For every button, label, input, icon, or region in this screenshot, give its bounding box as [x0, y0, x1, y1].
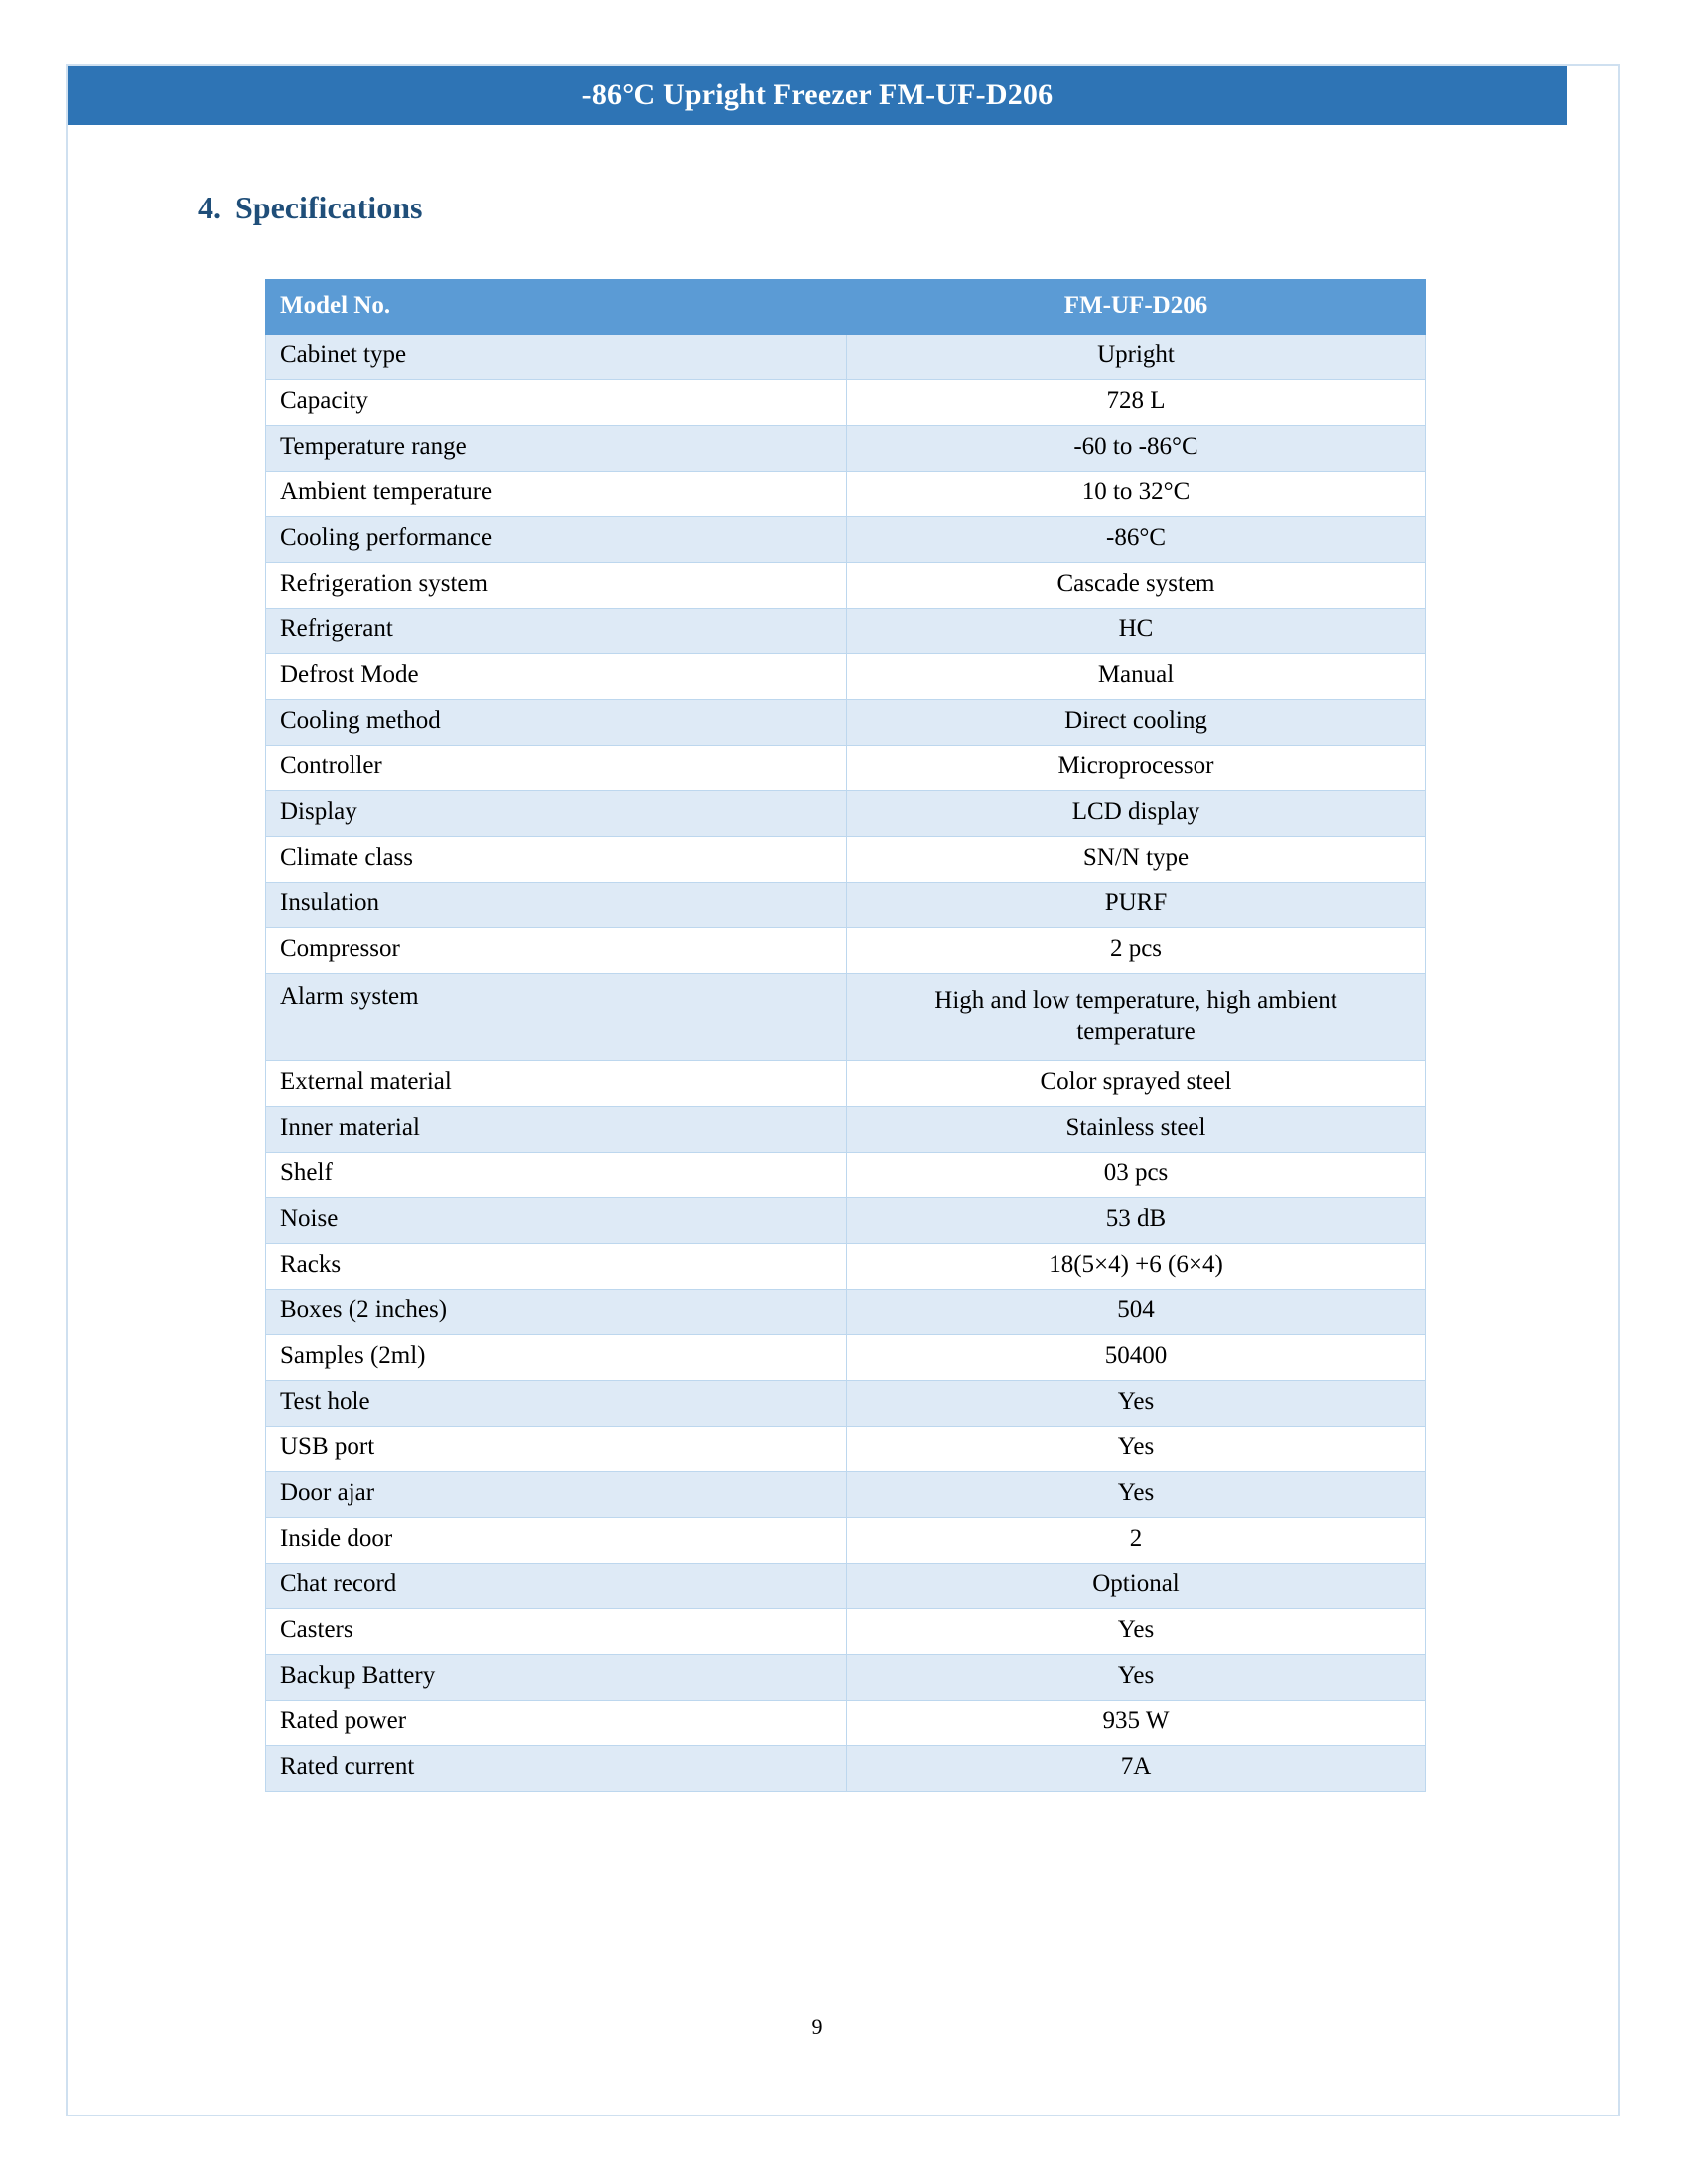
- table-row: [266, 837, 1426, 883]
- spec-label: Shelf: [266, 1153, 847, 1198]
- specifications-table: [265, 279, 1426, 1792]
- table-header-label: Model No.: [266, 280, 847, 335]
- table-row: [266, 335, 1426, 380]
- spec-label: Climate class: [266, 837, 847, 883]
- table-row: [266, 380, 1426, 426]
- section-heading: [198, 190, 422, 226]
- spec-value: 2 pcs: [847, 928, 1426, 974]
- spec-value: 10 to 32°C: [847, 472, 1426, 517]
- table-row: [266, 1061, 1426, 1107]
- section-title: Specifications: [235, 190, 423, 225]
- spec-label: Ambient temperature: [266, 472, 847, 517]
- spec-label: Test hole: [266, 1381, 847, 1427]
- spec-value: 728 L: [847, 380, 1426, 426]
- spec-value: LCD display: [847, 791, 1426, 837]
- spec-label: Door ajar: [266, 1472, 847, 1518]
- spec-label: Boxes (2 inches): [266, 1290, 847, 1335]
- spec-label: Noise: [266, 1198, 847, 1244]
- table-head: [266, 280, 1426, 335]
- table-row: [266, 791, 1426, 837]
- table-row: [266, 700, 1426, 746]
- table-row: [266, 426, 1426, 472]
- spec-value: Cascade system: [847, 563, 1426, 609]
- spec-label: Display: [266, 791, 847, 837]
- spec-value: Stainless steel: [847, 1107, 1426, 1153]
- spec-value: 03 pcs: [847, 1153, 1426, 1198]
- spec-label: Racks: [266, 1244, 847, 1290]
- table-row: [266, 1701, 1426, 1746]
- spec-label: Capacity: [266, 380, 847, 426]
- table-row: [266, 1153, 1426, 1198]
- table-row: [266, 1244, 1426, 1290]
- spec-label: Refrigerant: [266, 609, 847, 654]
- spec-value: 504: [847, 1290, 1426, 1335]
- table-row: [266, 1107, 1426, 1153]
- table-row: [266, 883, 1426, 928]
- page-frame: [66, 64, 1620, 2116]
- table-body: [266, 335, 1426, 1792]
- spec-value: Upright: [847, 335, 1426, 380]
- table-row: [266, 1427, 1426, 1472]
- spec-label: Chat record: [266, 1564, 847, 1609]
- spec-value: Color sprayed steel: [847, 1061, 1426, 1107]
- table-header-row: [266, 280, 1426, 335]
- spec-label: Backup Battery: [266, 1655, 847, 1701]
- table-row: [266, 1518, 1426, 1564]
- spec-value: 935 W: [847, 1701, 1426, 1746]
- spec-label: Samples (2ml): [266, 1335, 847, 1381]
- table-row: [266, 517, 1426, 563]
- spec-value: 53 dB: [847, 1198, 1426, 1244]
- table-row: [266, 1198, 1426, 1244]
- spec-label: Rated current: [266, 1746, 847, 1792]
- spec-label: Refrigeration system: [266, 563, 847, 609]
- spec-value: SN/N type: [847, 837, 1426, 883]
- spec-value: Yes: [847, 1472, 1426, 1518]
- spec-label: Inner material: [266, 1107, 847, 1153]
- spec-value: PURF: [847, 883, 1426, 928]
- table-row: [266, 1564, 1426, 1609]
- spec-value: 7A: [847, 1746, 1426, 1792]
- spec-value: Optional: [847, 1564, 1426, 1609]
- table-row: [266, 928, 1426, 974]
- spec-label: USB port: [266, 1427, 847, 1472]
- spec-value: Microprocessor: [847, 746, 1426, 791]
- table-row: [266, 1290, 1426, 1335]
- table-row: [266, 654, 1426, 700]
- spec-value: HC: [847, 609, 1426, 654]
- table-row: [266, 1655, 1426, 1701]
- spec-label: Cabinet type: [266, 335, 847, 380]
- spec-label: Cooling method: [266, 700, 847, 746]
- document-banner: [68, 66, 1567, 125]
- table-header-value: FM-UF-D206: [847, 280, 1426, 335]
- table-row: [266, 1746, 1426, 1792]
- spec-value: Yes: [847, 1655, 1426, 1701]
- spec-label: External material: [266, 1061, 847, 1107]
- spec-value: 18(5×4) +6 (6×4): [847, 1244, 1426, 1290]
- specifications-table-container: [265, 279, 1425, 1792]
- spec-label: Inside door: [266, 1518, 847, 1564]
- table-row: [266, 1381, 1426, 1427]
- spec-label: Rated power: [266, 1701, 847, 1746]
- table-row: [266, 472, 1426, 517]
- spec-value: Yes: [847, 1427, 1426, 1472]
- spec-label: Temperature range: [266, 426, 847, 472]
- spec-value: -60 to -86°C: [847, 426, 1426, 472]
- spec-label: Casters: [266, 1609, 847, 1655]
- spec-value: -86°C: [847, 517, 1426, 563]
- spec-value: 50400: [847, 1335, 1426, 1381]
- spec-value: Yes: [847, 1381, 1426, 1427]
- banner-title: -86°C Upright Freezer FM-UF-D206: [581, 78, 1054, 111]
- spec-value: 2: [847, 1518, 1426, 1564]
- table-row: [266, 1472, 1426, 1518]
- section-number: 4.: [198, 190, 221, 225]
- spec-label: Compressor: [266, 928, 847, 974]
- table-row: [266, 609, 1426, 654]
- spec-label: Insulation: [266, 883, 847, 928]
- page-number: 9: [811, 2014, 823, 2039]
- table-row: [266, 563, 1426, 609]
- spec-value: Yes: [847, 1609, 1426, 1655]
- table-row: [266, 1335, 1426, 1381]
- spec-value: High and low temperature, high ambient temperature: [847, 974, 1426, 1061]
- spec-label: Defrost Mode: [266, 654, 847, 700]
- table-row: [266, 1609, 1426, 1655]
- table-row: [266, 746, 1426, 791]
- spec-label: Cooling performance: [266, 517, 847, 563]
- spec-value: Manual: [847, 654, 1426, 700]
- spec-value: Direct cooling: [847, 700, 1426, 746]
- spec-label: Alarm system: [266, 974, 847, 1061]
- table-row: [266, 974, 1426, 1061]
- spec-label: Controller: [266, 746, 847, 791]
